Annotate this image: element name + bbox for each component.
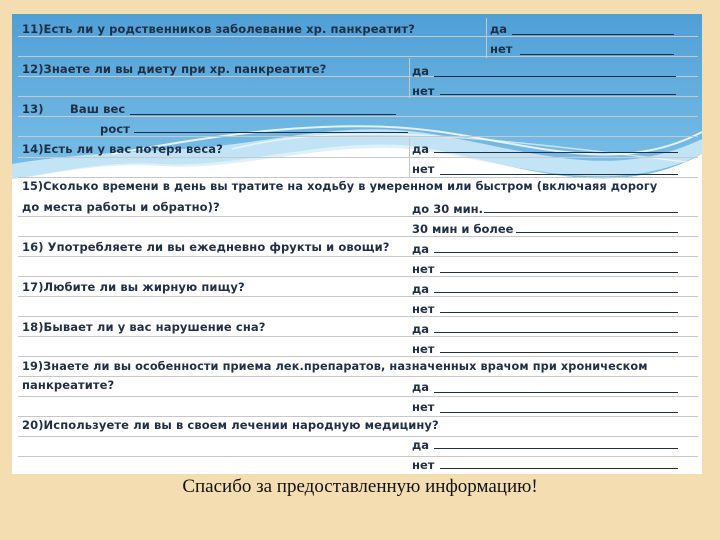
answer-line[interactable] [440, 468, 678, 469]
row-divider [18, 177, 698, 178]
option-no-label: нет [412, 84, 435, 98]
column-divider [409, 138, 410, 178]
answer-line[interactable] [434, 392, 678, 393]
question-13-number: 13) [22, 102, 44, 116]
option-no-label: нет [412, 458, 435, 472]
answer-line[interactable] [434, 332, 678, 333]
option-no-label: нет [412, 162, 435, 176]
thank-you-message: Спасибо за предоставленную информацию! [182, 476, 538, 497]
answer-line[interactable] [484, 212, 678, 213]
row-divider [18, 316, 698, 317]
option-no-label: нет [412, 400, 435, 414]
question-20: 20)Используете ли вы в своем лечении народную медицину? [22, 418, 439, 432]
answer-line[interactable] [440, 272, 678, 273]
row-divider [18, 356, 698, 357]
weight-answer-line[interactable] [130, 114, 396, 115]
row-divider [18, 276, 698, 277]
question-16: 16) Употребляете ли вы ежедневно фрукты и овощи? [22, 240, 390, 254]
height-answer-line[interactable] [134, 132, 408, 133]
row-divider [18, 56, 698, 57]
option-yes-label: да [412, 64, 430, 78]
column-divider [409, 58, 410, 98]
answer-line[interactable] [434, 252, 678, 253]
question-14: 14)Есть ли у вас потеря веса? [22, 142, 223, 156]
question-15-line-2: до места работы и обратно)? [22, 200, 220, 214]
answer-line[interactable] [512, 34, 674, 35]
row-divider [18, 96, 698, 97]
option-yes-label: да [412, 142, 430, 156]
option-up-to-30-label: до 30 мин. [412, 202, 483, 216]
question-17: 17)Любите ли вы жирную пищу? [22, 280, 245, 294]
question-13-height-label: рост [100, 122, 131, 136]
question-15-line-1: 15)Сколько времени в день вы тратите на ходьбу в умеренном или быстром (включаяя дорогу [22, 180, 658, 193]
answer-line[interactable] [440, 412, 678, 413]
answer-line[interactable] [440, 94, 676, 95]
answer-line[interactable] [440, 174, 678, 175]
row-divider [18, 256, 698, 257]
row-divider [18, 36, 698, 37]
answer-line[interactable] [516, 232, 678, 233]
row-divider [18, 236, 698, 237]
answer-line[interactable] [434, 448, 678, 449]
answer-line[interactable] [434, 152, 678, 153]
questionnaire-sheet [12, 14, 702, 474]
row-divider [18, 296, 698, 297]
option-no-label: нет [412, 302, 435, 316]
answer-line[interactable] [520, 54, 674, 55]
option-no-label: нет [490, 42, 513, 56]
option-yes-label: да [490, 22, 508, 36]
question-12: 12)Знаете ли вы диету при хр. панкреатите? [22, 62, 327, 76]
option-yes-label: да [412, 438, 430, 452]
answer-line[interactable] [434, 292, 678, 293]
answer-line[interactable] [440, 352, 678, 353]
row-divider [18, 336, 698, 337]
row-divider [18, 396, 698, 397]
row-divider [18, 376, 698, 377]
option-30-or-more-label: 30 мин и более [412, 222, 514, 236]
row-divider [18, 456, 698, 457]
row-divider [18, 436, 698, 437]
column-divider [486, 18, 487, 58]
option-yes-label: да [412, 282, 430, 296]
option-yes-label: да [412, 242, 430, 256]
option-no-label: нет [412, 262, 435, 276]
question-19-line-1: 19)Знаете ли вы особенности приема лек.препаратов, назначенных врачом при хроническом [22, 360, 648, 373]
row-divider [18, 136, 698, 137]
answer-line[interactable] [440, 312, 678, 313]
row-divider [18, 416, 698, 417]
option-yes-label: да [412, 380, 430, 394]
question-11: 11)Есть ли у родственников заболевание хр. панкреатит? [22, 22, 415, 36]
question-13-weight-label: Ваш вес [70, 102, 126, 116]
row-divider [18, 116, 698, 117]
answer-line[interactable] [434, 76, 676, 77]
question-19-line-2: панкреатите? [22, 378, 115, 392]
row-divider [18, 157, 698, 158]
question-18: 18)Бывает ли у вас нарушение сна? [22, 320, 266, 334]
option-no-label: нет [412, 342, 435, 356]
row-divider [18, 216, 698, 217]
option-yes-label: да [412, 322, 430, 336]
